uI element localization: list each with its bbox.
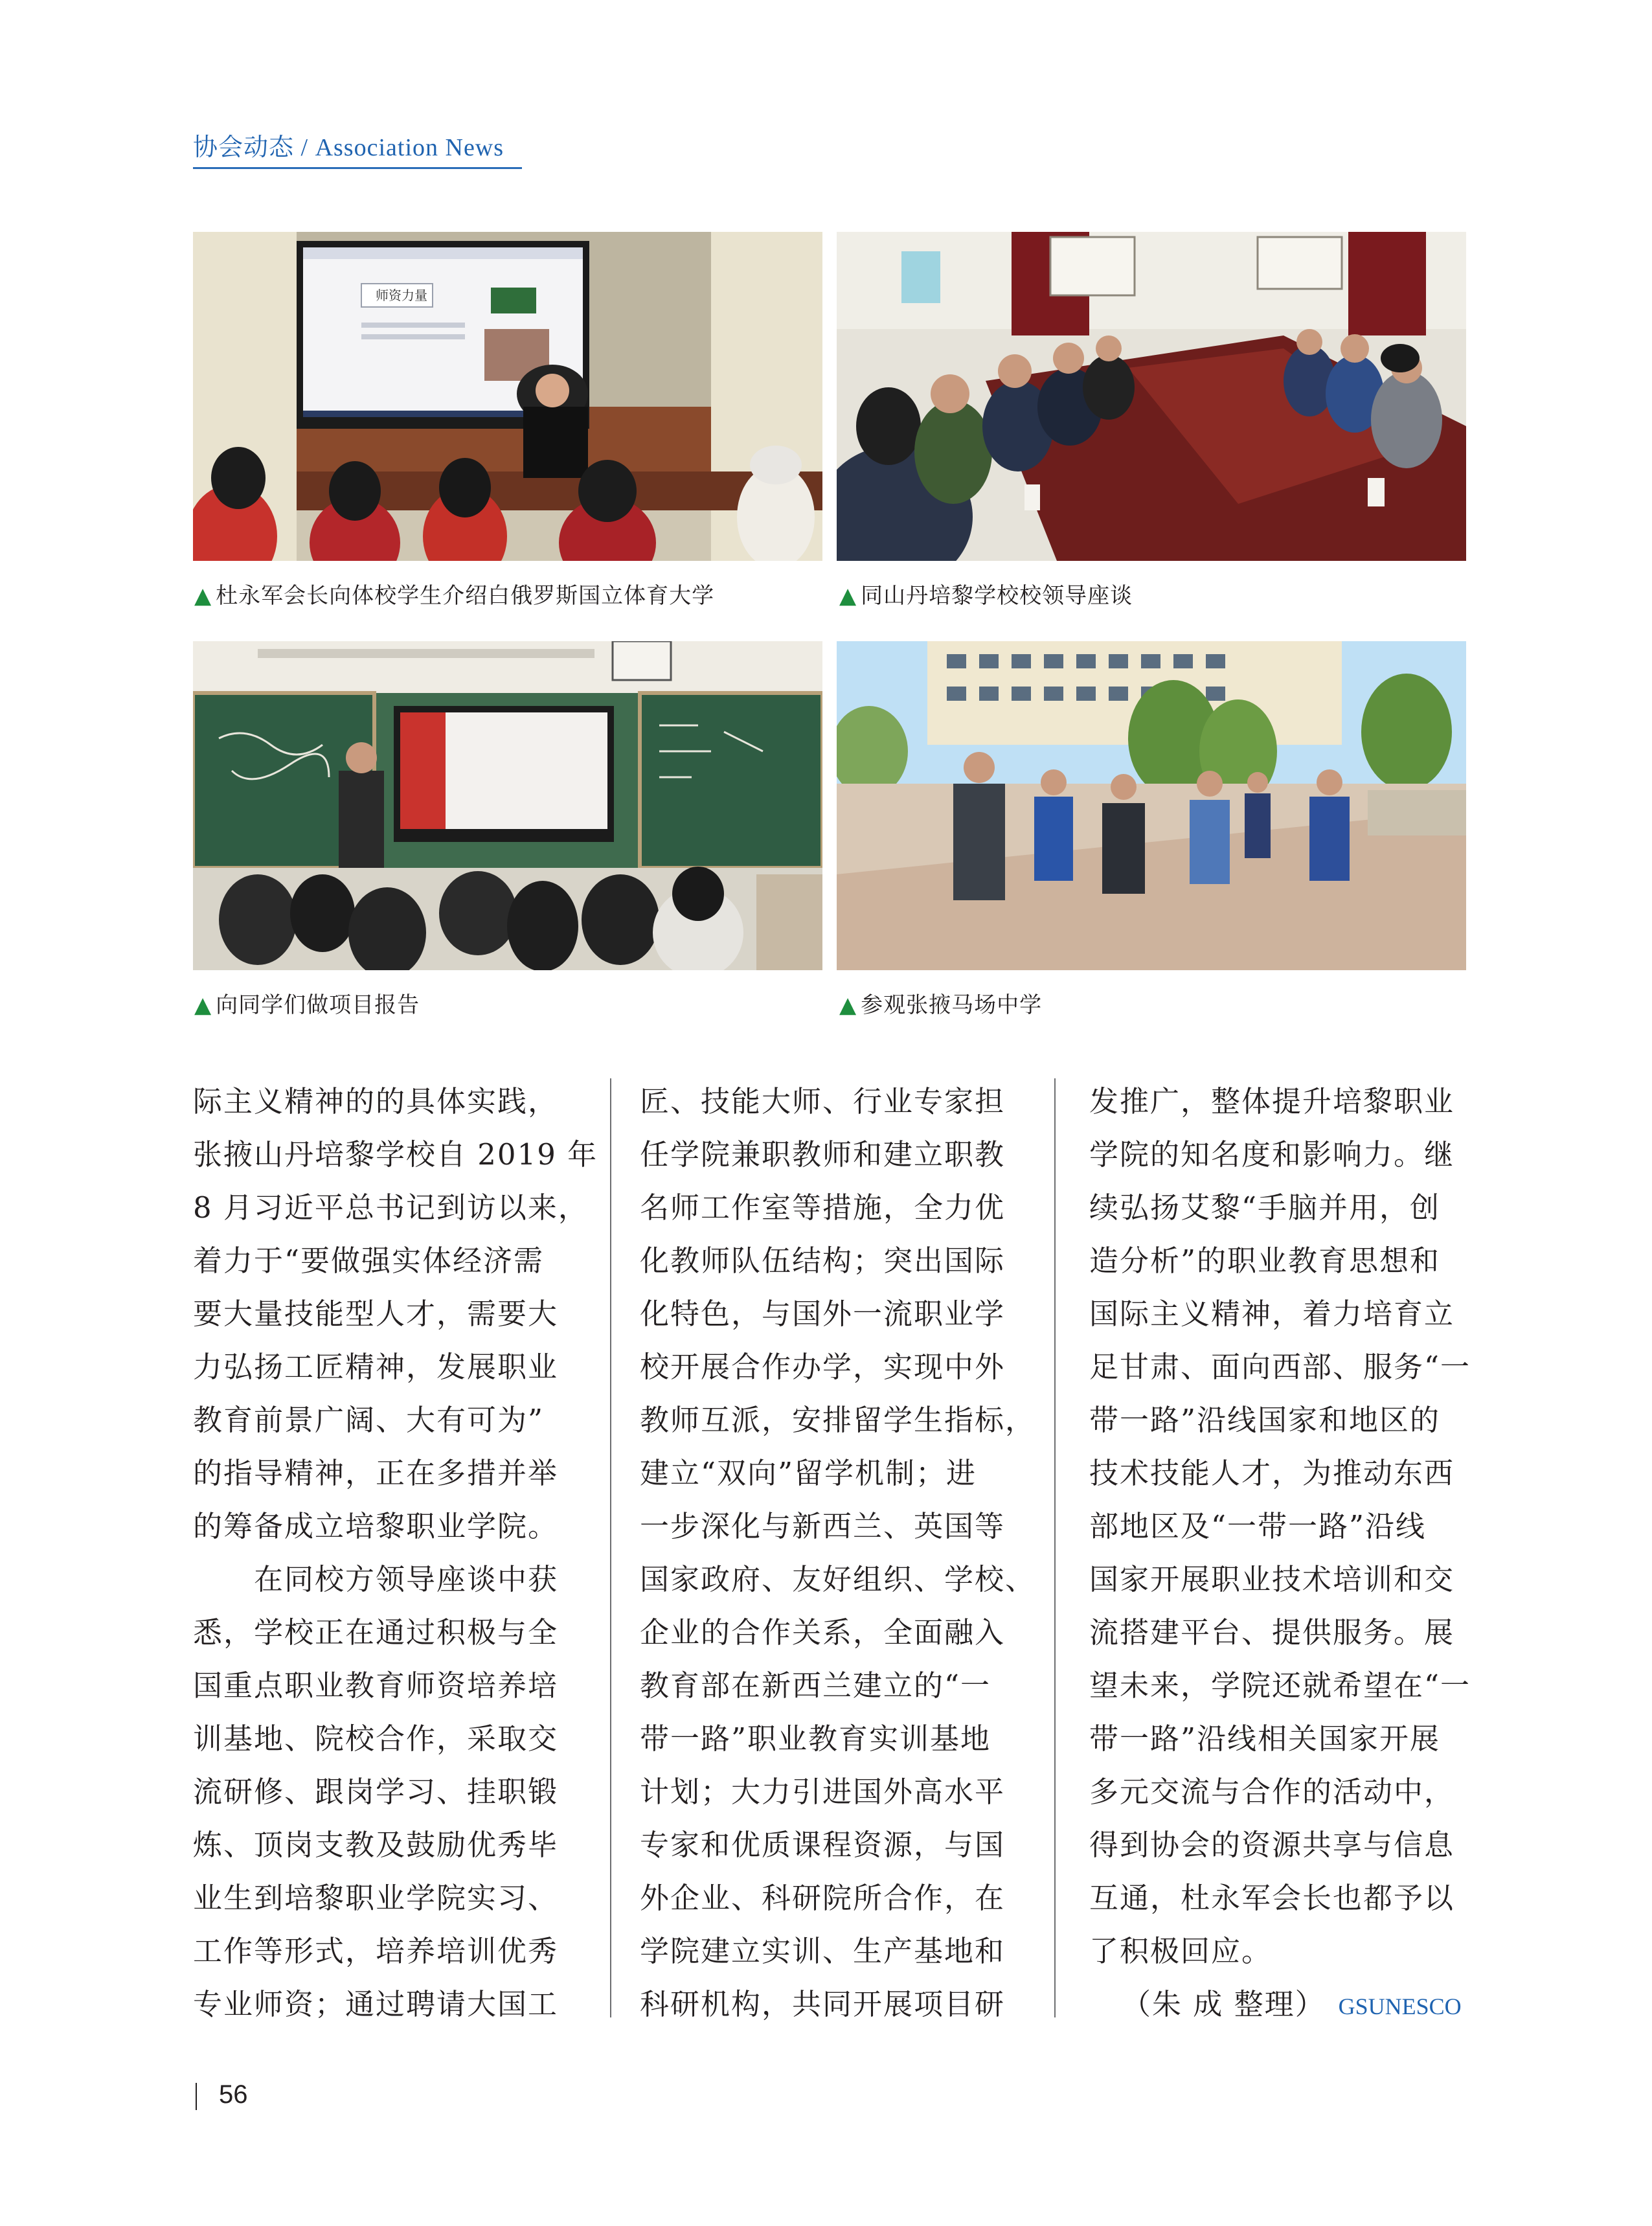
photo-meeting-school-leaders — [837, 232, 1466, 561]
column-divider — [610, 1078, 611, 2017]
text-line: 炼、顶岗支教及鼓励优秀毕 — [193, 1828, 559, 1862]
screen-text: 师资力量 — [376, 288, 427, 303]
caption-triangle-icon: ▲ — [839, 992, 857, 1018]
text-line: 教师互派，安排留学生指标， — [640, 1403, 1036, 1437]
text-line: 国际主义精神，着力培育立 — [1089, 1297, 1455, 1331]
text-line: 化特色，与国外一流职业学 — [640, 1297, 1006, 1331]
text-line: 要大量技能型人才，需要大 — [193, 1297, 559, 1331]
text-line: 际主义精神的的具体实践， — [193, 1084, 559, 1119]
text-line: 教育前景广阔、大有可为” — [193, 1403, 545, 1437]
text-line: 8 月习近平总书记到访以来， — [193, 1190, 589, 1225]
text-line: 校开展合作办学，实现中外 — [640, 1350, 1006, 1384]
text-line: 流搭建平台、提供服务。展 — [1089, 1615, 1455, 1650]
text-line: 发推广，整体提升培黎职业 — [1089, 1084, 1455, 1119]
author-signature — [1122, 1978, 1471, 2033]
photo-caption-4 — [839, 987, 1042, 1019]
text-line: 专业师资；通过聘请大国工 — [193, 1987, 559, 2021]
text-line: 教育部在新西兰建立的“一 — [640, 1668, 991, 1703]
text-line: 互通，杜永军会长也都予以 — [1089, 1881, 1455, 1915]
text-line: 企业的合作关系，全面融入 — [640, 1615, 1006, 1650]
footer-bar — [196, 2083, 197, 2110]
text-line: 任学院兼职教师和建立职教 — [640, 1137, 1006, 1172]
text-line: 科研机构，共同开展项目研 — [640, 1987, 1006, 2021]
text-column-3 — [1089, 1075, 1471, 2033]
caption-triangle-icon: ▲ — [194, 992, 212, 1018]
text-line: 在同校方领导座谈中获 — [193, 1562, 559, 1596]
text-line: 训基地、院校合作，采取交 — [193, 1721, 559, 1756]
section-title-en: Association News — [315, 134, 504, 161]
photo-campus-visit — [837, 641, 1466, 970]
text-line: 多元交流与合作的活动中， — [1089, 1775, 1455, 1809]
text-line: 张掖山丹培黎学校自 2019 年 — [193, 1137, 598, 1172]
text-line: 匠、技能大师、行业专家担 — [640, 1084, 1006, 1119]
text-line: 足甘肃、面向西部、服务“一 — [1089, 1350, 1471, 1384]
text-line: 技术技能人才，为推动东西 — [1089, 1456, 1455, 1490]
text-line: 国重点职业教育师资培养培 — [193, 1668, 559, 1703]
text-line: 部地区及“一带一路”沿线 — [1089, 1509, 1427, 1543]
text-line: 国家开展职业技术培训和交 — [1089, 1562, 1455, 1596]
text-line: 望未来，学院还就希望在“一 — [1089, 1668, 1471, 1703]
text-line: 计划；大力引进国外高水平 — [640, 1775, 1006, 1809]
text-line: 着力于“要做强实体经济需 — [193, 1244, 545, 1278]
caption-text: 杜永军会长向体校学生介绍白俄罗斯国立体育大学 — [216, 583, 715, 609]
section-header — [193, 127, 504, 163]
title-separator: / — [294, 134, 315, 161]
caption-text: 向同学们做项目报告 — [216, 992, 420, 1018]
photo-caption-2 — [839, 578, 1133, 609]
text-column-2 — [640, 1075, 1036, 2031]
text-line: 一步深化与新西兰、英国等 — [640, 1509, 1006, 1543]
text-line: 续弘扬艾黎“手脑并用，创 — [1089, 1190, 1441, 1225]
caption-text: 参观张掖马场中学 — [861, 992, 1043, 1018]
editor-credit: （朱 成 整理） — [1122, 1987, 1326, 2021]
column-divider — [1054, 1078, 1056, 2017]
text-line: 外企业、科研院所合作，在 — [640, 1881, 1006, 1915]
text-line: 了积极回应。 — [1089, 1934, 1273, 1968]
caption-text: 同山丹培黎学校校领导座谈 — [861, 583, 1133, 609]
page-number: 56 — [219, 2080, 248, 2109]
text-line: 悉，学校正在通过积极与全 — [193, 1615, 559, 1650]
text-line: 得到协会的资源共享与信息 — [1089, 1828, 1455, 1862]
text-line: 的指导精神，正在多措并举 — [193, 1456, 559, 1490]
text-line: 化教师队伍结构；突出国际 — [640, 1244, 1006, 1278]
caption-triangle-icon: ▲ — [839, 583, 857, 609]
text-line: 工作等形式，培养培训优秀 — [193, 1934, 559, 1968]
text-line: 名师工作室等措施，全力优 — [640, 1190, 1006, 1225]
text-line: 业生到培黎职业学院实习、 — [193, 1881, 559, 1915]
text-line: 学院建立实训、生产基地和 — [640, 1934, 1006, 1968]
text-line: 流研修、跟岗学习、挂职锻 — [193, 1775, 559, 1809]
photo-classroom-report — [193, 641, 822, 970]
text-line: 力弘扬工匠精神，发展职业 — [193, 1350, 559, 1384]
caption-triangle-icon: ▲ — [194, 583, 212, 609]
organization-name: GSUNESCO — [1338, 1993, 1462, 2019]
text-line: 学院的知名度和影响力。继 — [1089, 1137, 1455, 1172]
text-column-1 — [193, 1075, 598, 2031]
header-underline — [193, 167, 522, 169]
section-title-cn: 协会动态 — [193, 133, 295, 161]
photo-caption-3 — [194, 987, 420, 1019]
text-line: 带一路”沿线相关国家开展 — [1089, 1721, 1441, 1756]
photo-lecture-sports-school — [193, 232, 822, 561]
text-line: 造分析”的职业教育思想和 — [1089, 1244, 1441, 1278]
text-line: 国家政府、友好组织、学校、 — [640, 1562, 1036, 1596]
text-line: 带一路”沿线国家和地区的 — [1089, 1403, 1441, 1437]
photo-caption-1 — [194, 578, 714, 609]
section-title — [193, 133, 504, 161]
text-line: 建立“双向”留学机制；进 — [640, 1456, 977, 1490]
text-line: 带一路”职业教育实训基地 — [640, 1721, 991, 1756]
text-line: 的筹备成立培黎职业学院。 — [193, 1509, 559, 1543]
text-line: 专家和优质课程资源，与国 — [640, 1828, 1006, 1862]
